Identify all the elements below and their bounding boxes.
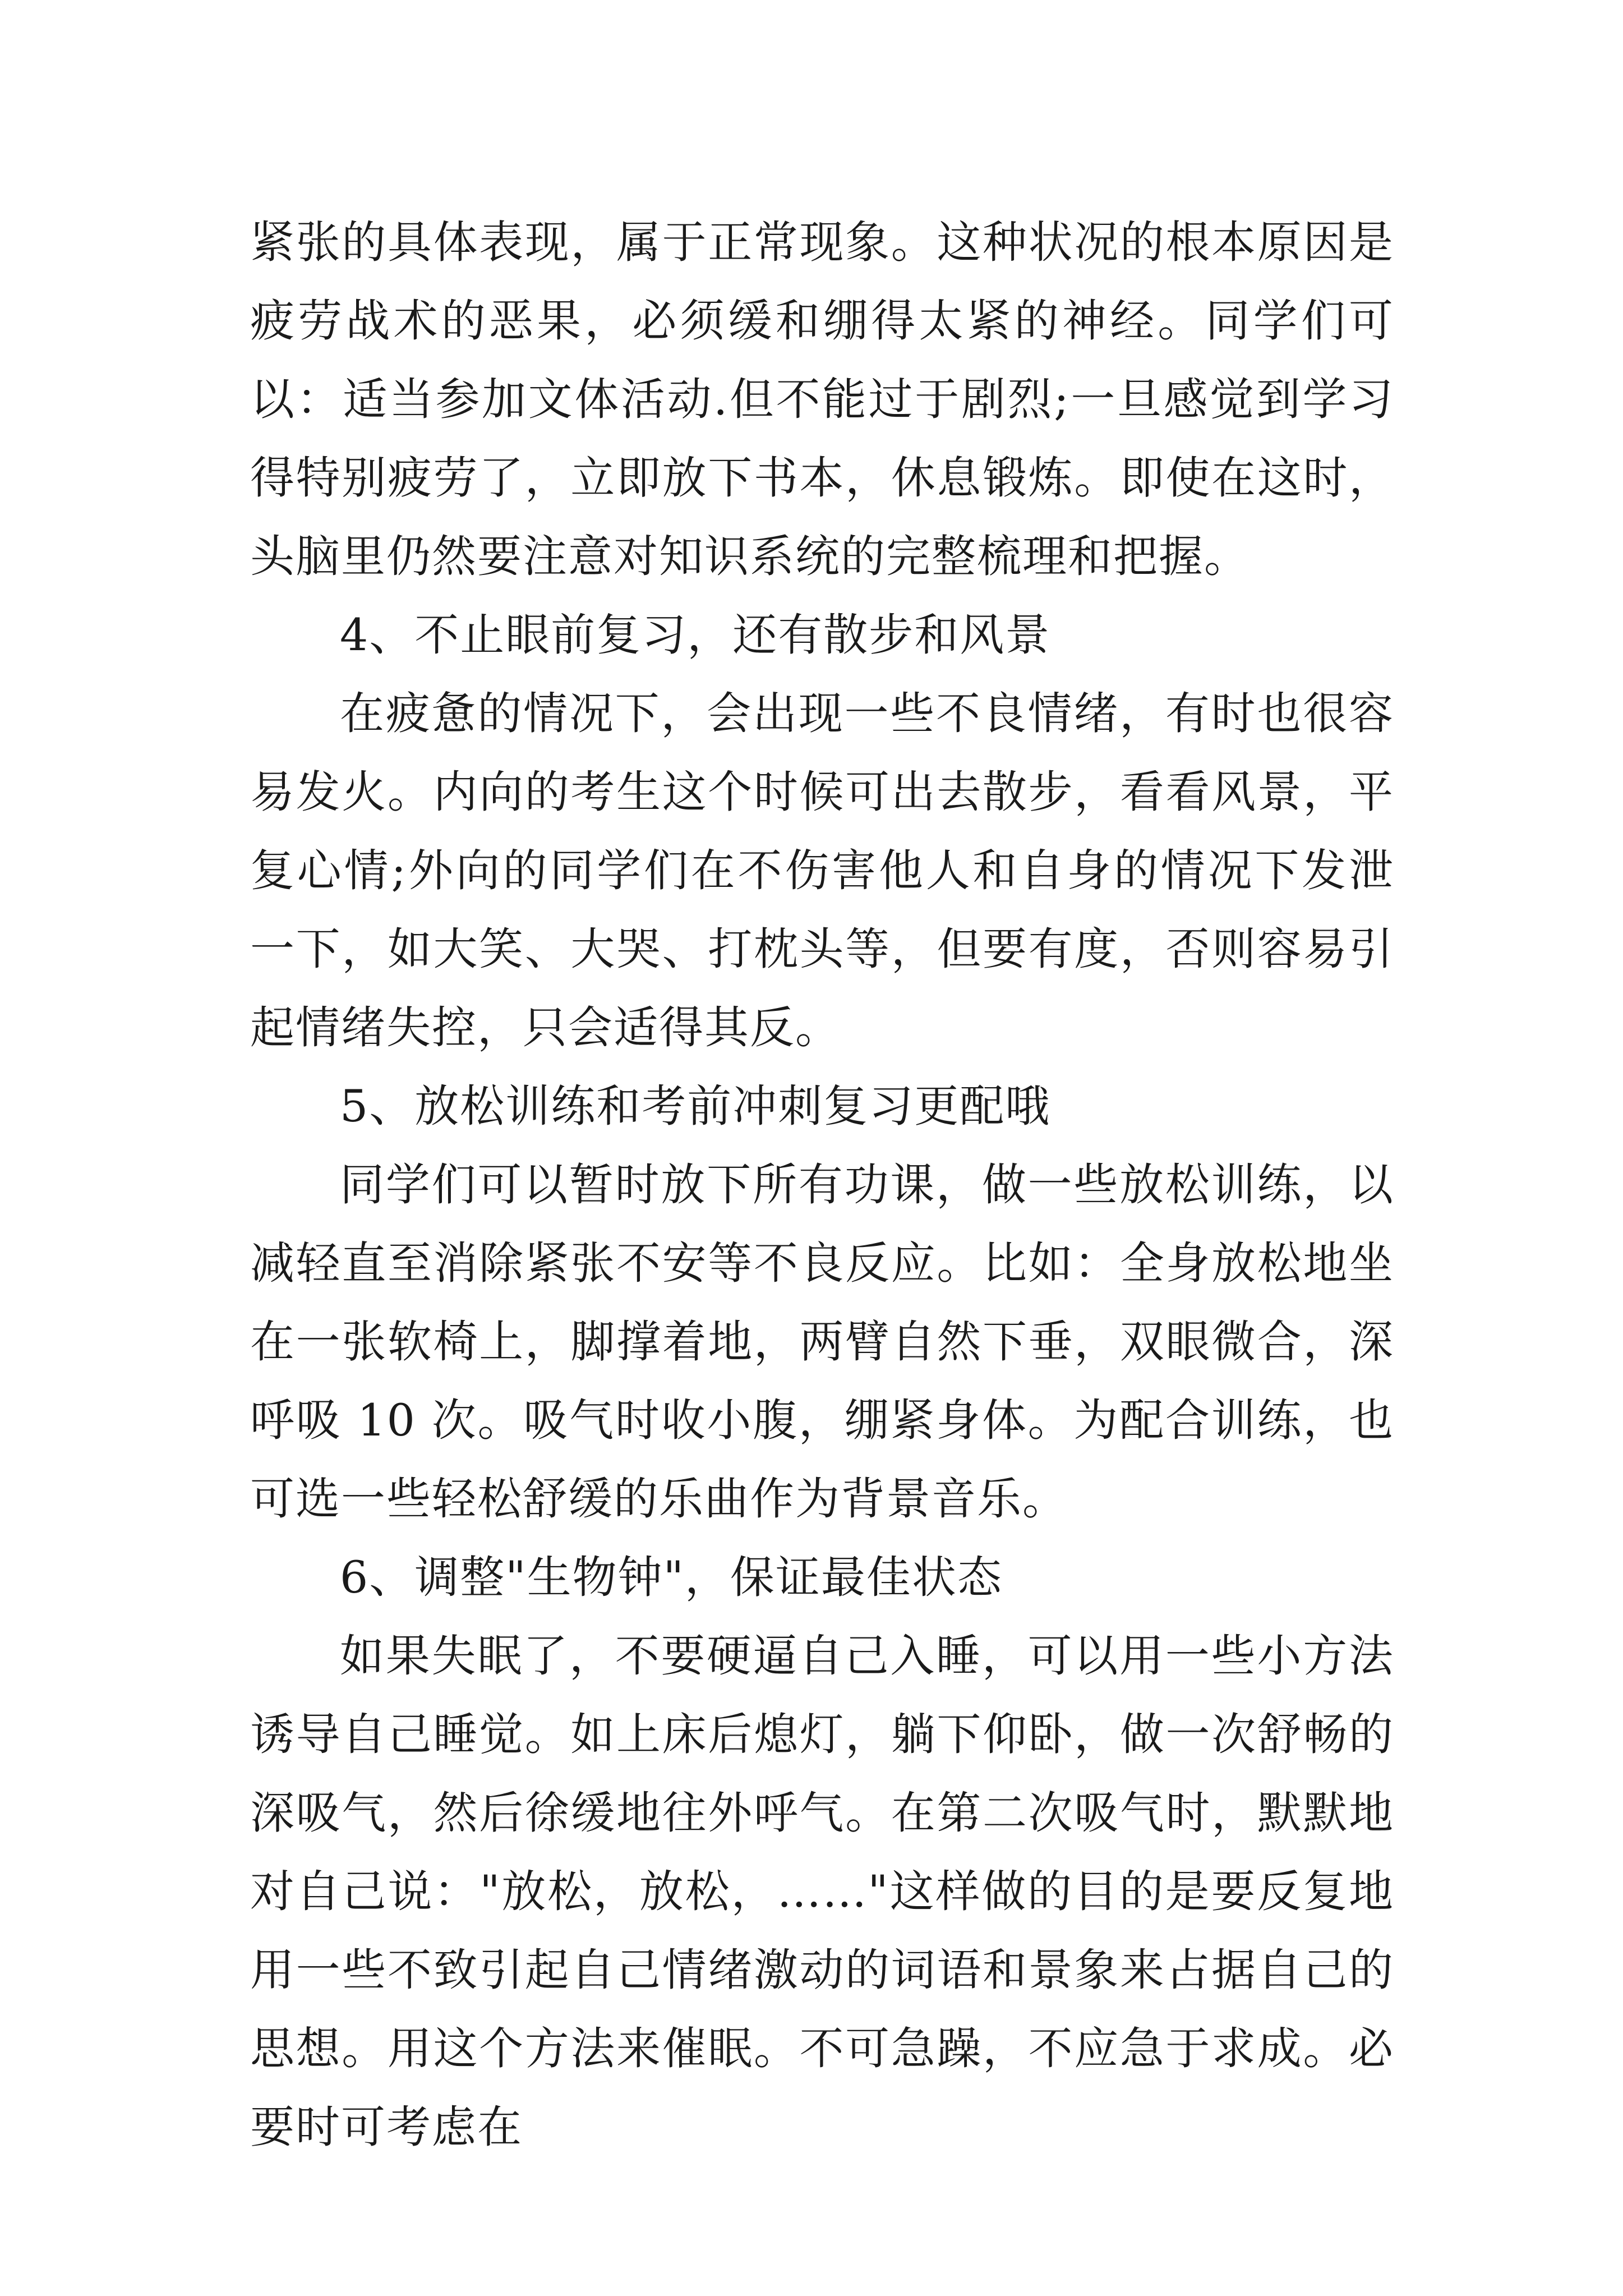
paragraph-section-4: 在疲惫的情况下，会出现一些不良情绪，有时也很容易发火。内向的考生这个时候可出去散步，看看风景，平复心情;外向的同学们在不伤害他人和自身的情况下发泄一下，如大笑、大哭、打枕头等，但要有度，否则容易引起情绪失控，只会适得其反。 xyxy=(250,688,1394,1053)
paragraph-section-6: 如果失眠了，不要硬逼自己入睡，可以用一些小方法诱导自己睡觉。如上床后熄灯，躺下仰卧，做一次舒畅的深吸气，然后徐缓地往外呼气。在第二次吸气时，默默地对自己说："放松，放松，……"这样做的目的是要反复地用一些不致引起自己情绪激动的词语和景象来占据自己的思想。用这个方法来催眠。不可急躁，不应急于求成。必要时可考虑在 xyxy=(250,1630,1394,2153)
section-heading-5: 5、放松训练和考前冲刺复习更配哦 xyxy=(340,1080,1051,1132)
paragraph-continuation: 紧张的具体表现，属于正常现象。这种状况的根本原因是疲劳战术的恶果，必须缓和绷得太紧的神经。同学们可以：适当参加文体活动.但不能过于剧烈;一旦感觉到学习得特别疲劳了，立即放下书本，休息锻炼。即使在这时，头脑里仍然要注意对知识系统的完整梳理和把握。 xyxy=(250,217,1394,582)
section-heading-6: 6、调整"生物钟"，保证最佳状态 xyxy=(340,1552,1003,1603)
paragraph-section-5: 同学们可以暂时放下所有功课，做一些放松训练，以减轻直至消除紧张不安等不良反应。比如：全身放松地坐在一张软椅上，脚撑着地，两臂自然下垂，双眼微合，深呼吸 10 次。吸气时收小腹，绷紧身体。为配合训练，也可选一些轻松舒缓的乐曲作为背景音乐。 xyxy=(250,1159,1394,1525)
section-heading-4: 4、不止眼前复习，还有散步和风景 xyxy=(340,609,1051,661)
body-text xyxy=(250,203,1394,2166)
